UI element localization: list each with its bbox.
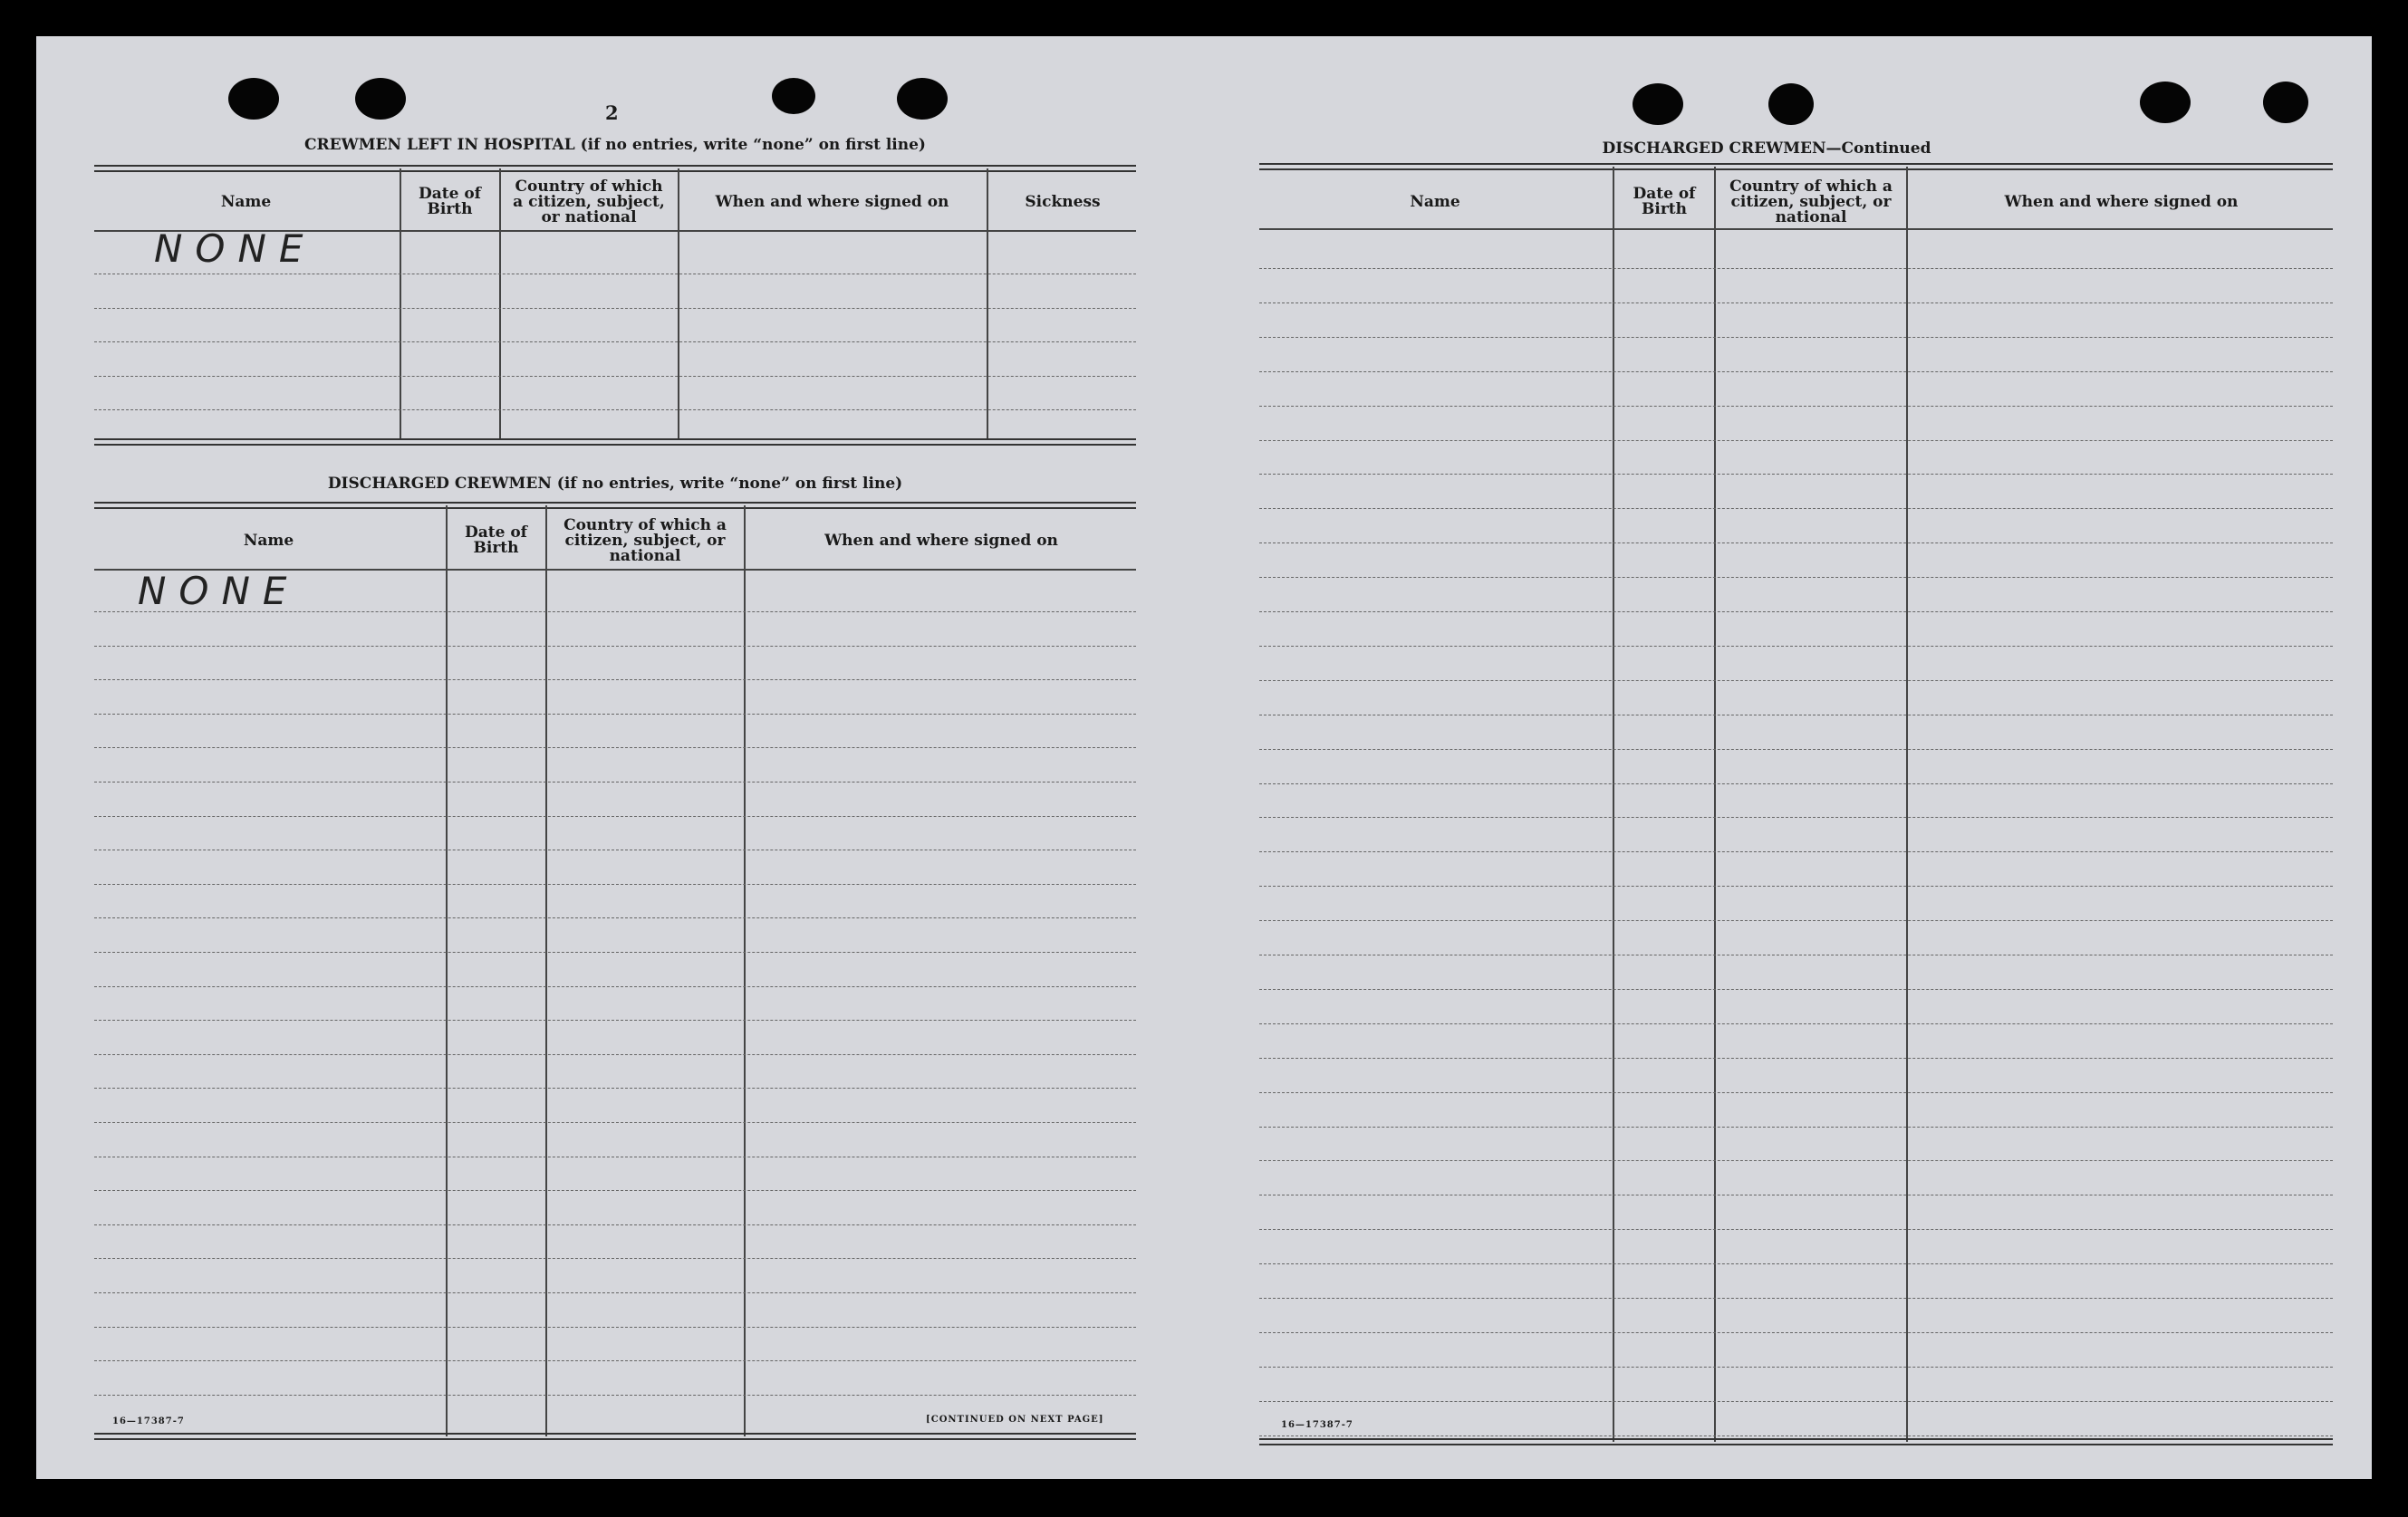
discharged-section-title: DISCHARGED CREWMEN (if no entries, write “none” on first line) <box>327 475 903 493</box>
ruled-line <box>94 1258 1136 1259</box>
continued-table-bottom-rule <box>1259 1438 2333 1445</box>
continued-header-rule <box>1259 228 2333 230</box>
ruled-line <box>94 679 1136 680</box>
ruled-line <box>1259 989 2333 990</box>
continued-col-dob-header: Date of Birth <box>1633 185 1696 218</box>
ruled-line <box>1259 886 2333 887</box>
ruled-line <box>94 1395 1136 1396</box>
left-form-number: 16—17387-7 <box>112 1416 185 1426</box>
ruled-line <box>1259 302 2333 303</box>
ruled-line <box>94 782 1136 783</box>
punch-hole <box>228 78 279 120</box>
ruled-line <box>94 986 1136 987</box>
ruled-line <box>1259 1127 2333 1128</box>
ruled-line <box>1259 920 2333 921</box>
ruled-line <box>94 917 1136 918</box>
continued-col-name-header: Name <box>1410 192 1460 211</box>
ruled-line <box>1259 749 2333 750</box>
discharged-handwritten-entry: NONE <box>138 569 300 613</box>
discharged-col-signed-header: When and where signed on <box>824 531 1058 550</box>
ruled-line <box>1259 337 2333 338</box>
ruled-line <box>1259 1401 2333 1402</box>
ruled-line <box>1259 406 2333 407</box>
hospital-col-divider <box>678 168 679 440</box>
ruled-line <box>94 1020 1136 1021</box>
ruled-line <box>1259 1023 2333 1024</box>
continued-col-country-header: Country of which a citizen, subject, or national <box>1729 177 1893 226</box>
hospital-col-divider <box>987 168 988 440</box>
punch-hole <box>2140 82 2191 123</box>
ruled-line <box>94 1088 1136 1089</box>
right-form-number: 16—17387-7 <box>1281 1420 1353 1430</box>
ruled-line <box>94 1292 1136 1293</box>
discharged-table-bottom-rule <box>94 1433 1136 1440</box>
punch-hole <box>1768 83 1814 125</box>
ruled-line <box>94 1190 1136 1191</box>
ruled-line <box>1259 783 2333 784</box>
ruled-line <box>1259 1058 2333 1059</box>
ruled-line <box>1259 680 2333 681</box>
ruled-line <box>94 308 1136 309</box>
ruled-line <box>94 1224 1136 1225</box>
punch-hole <box>772 78 815 114</box>
ruled-line <box>1259 1435 2333 1436</box>
ruled-line <box>1259 542 2333 543</box>
hospital-col-divider <box>499 168 501 440</box>
ruled-line <box>1259 1229 2333 1230</box>
ruled-line <box>94 747 1136 748</box>
ruled-line <box>1259 851 2333 852</box>
ruled-line <box>94 952 1136 953</box>
ruled-line <box>94 1054 1136 1055</box>
ruled-line <box>94 714 1136 715</box>
ruled-line <box>94 611 1136 612</box>
punch-hole <box>355 78 406 120</box>
ruled-line <box>94 1122 1136 1123</box>
hospital-col-signed-header: When and where signed on <box>715 192 949 211</box>
ruled-line <box>94 646 1136 647</box>
form-page-spread <box>36 36 2372 1479</box>
discharged-col-dob-header: Date of Birth <box>465 523 527 557</box>
ruled-line <box>1259 1160 2333 1161</box>
ruled-line <box>1259 611 2333 612</box>
hospital-col-name-header: Name <box>220 192 272 211</box>
discharged-col-country-header: Country of which a citizen, subject, or national <box>563 515 727 565</box>
hospital-handwritten-entry: NONE <box>154 226 316 271</box>
ruled-line <box>1259 1367 2333 1368</box>
hospital-col-country-header: Country of which a citizen, subject, or national <box>513 177 665 226</box>
ruled-line <box>94 1360 1136 1361</box>
continued-col-divider <box>1714 167 1716 1442</box>
ruled-line <box>1259 1298 2333 1299</box>
continued-col-signed-header: When and where signed on <box>2004 192 2239 211</box>
continued-col-divider <box>1906 167 1908 1442</box>
ruled-line <box>1259 646 2333 647</box>
ruled-line <box>1259 817 2333 818</box>
continued-note: [CONTINUED ON NEXT PAGE] <box>926 1415 1104 1425</box>
hospital-col-divider <box>400 168 401 440</box>
ruled-line <box>94 1327 1136 1328</box>
ruled-line <box>1259 1332 2333 1333</box>
discharged-table-top-rule <box>94 502 1136 509</box>
continued-col-divider <box>1613 167 1614 1442</box>
ruled-line <box>1259 577 2333 578</box>
ruled-line <box>1259 268 2333 269</box>
continued-section-title: DISCHARGED CREWMEN—Continued <box>1602 139 1931 158</box>
discharged-col-name-header: Name <box>243 531 294 550</box>
hospital-section-title: CREWMEN LEFT IN HOSPITAL (if no entries, write “none” on first line) <box>304 136 926 154</box>
ruled-line <box>94 341 1136 342</box>
hospital-table-bottom-rule <box>94 438 1136 446</box>
ruled-line <box>1259 508 2333 509</box>
page-number: 2 <box>605 101 619 124</box>
ruled-line <box>1259 1092 2333 1093</box>
ruled-line <box>94 376 1136 377</box>
hospital-col-sickness-header: Sickness <box>1025 192 1101 211</box>
punch-hole <box>897 78 948 120</box>
ruled-line <box>94 409 1136 410</box>
ruled-line <box>1259 371 2333 372</box>
ruled-line <box>1259 1263 2333 1264</box>
punch-hole <box>2263 82 2308 123</box>
ruled-line <box>1259 440 2333 441</box>
continued-table-top-rule <box>1259 163 2333 170</box>
punch-hole <box>1633 83 1683 125</box>
ruled-line <box>94 884 1136 885</box>
ruled-line <box>94 816 1136 817</box>
ruled-line <box>1259 474 2333 475</box>
hospital-col-dob-header: Date of Birth <box>419 185 481 218</box>
